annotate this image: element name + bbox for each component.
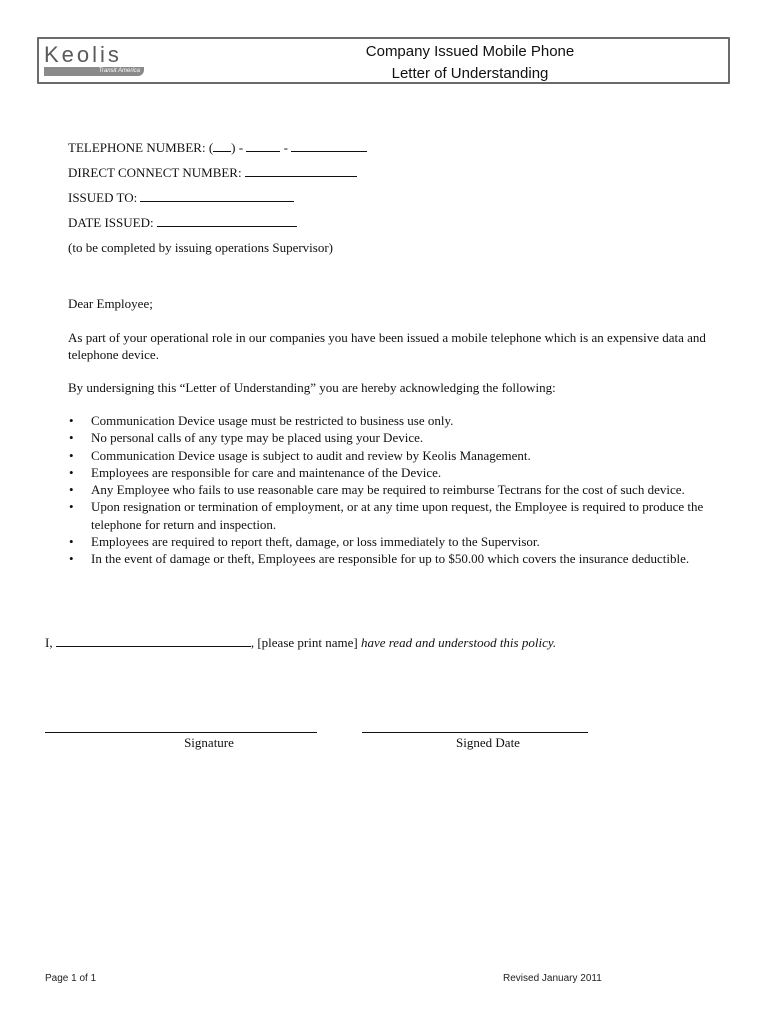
direct-connect-label: DIRECT CONNECT NUMBER: [68,165,242,180]
telephone-sep-1: ) - [231,140,244,155]
list-item: • Upon resignation or termination of employment, or at any time upon request, the Employee is required to produce the telephone for return and inspection. [91,498,751,533]
acknowledgement-line [45,634,556,651]
page-number: Page 1 of 1 [45,973,97,984]
policy-rules-list [68,412,751,568]
list-item: • In the event of damage or theft, Employees are responsible for up to $50.00 which covers the insurance deductible. [91,550,751,567]
date-issued-blank[interactable] [157,214,297,227]
print-name-blank[interactable] [56,634,251,647]
title-line-1: Company Issued Mobile Phone [365,43,575,60]
ack-prefix: I, [45,635,53,650]
signed-date-line[interactable] [362,732,588,733]
print-name-hint: , [please print name] [250,635,358,650]
list-item: • Communication Device usage must be restricted to business use only. [91,412,751,429]
date-issued-field [68,210,367,235]
list-item: • Employees are responsible for care and maintenance of the Device. [91,464,751,481]
list-item: • Any Employee who fails to use reasonable care may be required to reimburse Tectrans for the cost of such device. [91,481,751,498]
logo-wordmark: Keolis [44,42,122,67]
logo-tagline: Transit America [98,68,140,74]
telephone-field [68,135,367,160]
issued-to-field [68,185,367,210]
document-title [300,41,640,85]
line-number-blank[interactable] [291,139,367,152]
signed-date-label: Signed Date [456,735,520,750]
direct-connect-blank[interactable] [245,164,357,177]
ack-statement: have read and understood this policy. [360,635,557,650]
supervisor-note: (to be completed by issuing operations Supervisor) [68,240,334,255]
list-item: • Communication Device usage is subject to audit and review by Keolis Management. [91,447,751,464]
prefix-blank[interactable] [246,139,280,152]
area-code-blank[interactable] [213,139,231,152]
direct-connect-field [68,160,367,185]
revision-date: Revised January 2011 [503,973,602,984]
telephone-label: TELEPHONE NUMBER: ( [68,140,214,155]
issued-to-label: ISSUED TO: [68,190,138,205]
signature-label: Signature [184,735,234,750]
issue-fields [68,135,367,260]
date-issued-label: DATE ISSUED: [68,215,154,230]
salutation: Dear Employee; [68,296,153,311]
intro-paragraph: As part of your operational role in our companies you have been issued a mobile telephone which is an expensive data and telephone device. [68,330,706,362]
issued-to-blank[interactable] [140,189,294,202]
signature-line[interactable] [45,732,317,733]
acknowledge-paragraph: By undersigning this “Letter of Understanding” you are hereby acknowledging the following: [68,380,556,395]
keolis-logo [44,42,148,78]
title-line-2: Letter of Understanding [391,65,549,82]
telephone-sep-2: - [283,140,288,155]
list-item: • No personal calls of any type may be placed using your Device. [91,429,751,446]
list-item: • Employees are required to report theft, damage, or loss immediately to the Supervisor. [91,533,751,550]
